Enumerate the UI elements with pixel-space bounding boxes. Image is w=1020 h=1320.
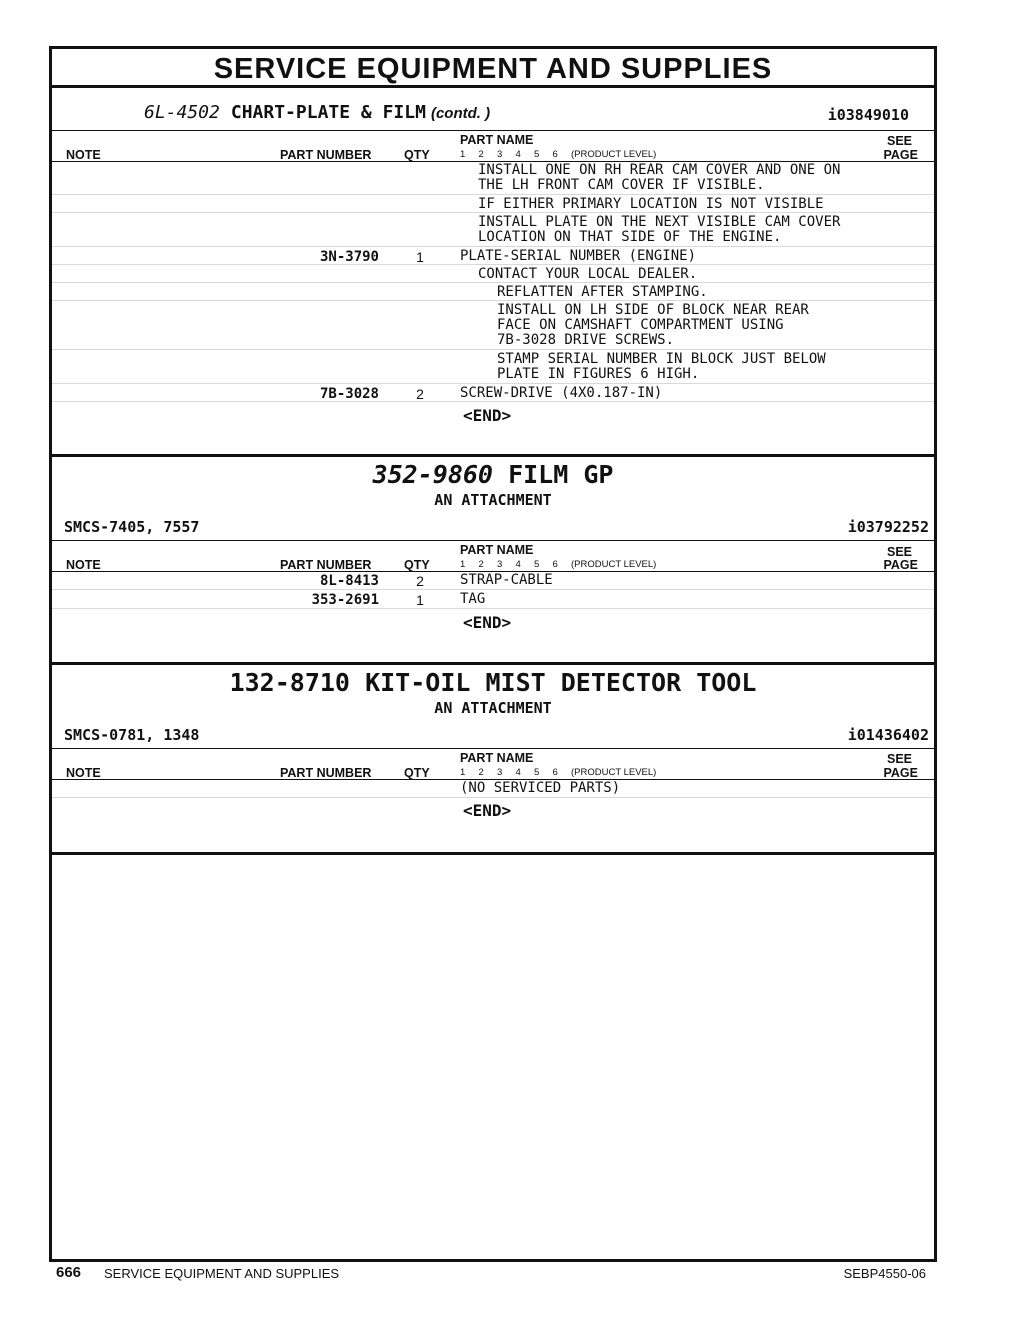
- section1-name: CHART-PLATE & FILM: [230, 102, 426, 123]
- section-divider: [52, 662, 934, 665]
- table-row: INSTALL ONE ON RH REAR CAM COVER AND ONE ON THE LH FRONT CAM COVER IF VISIBLE.: [52, 161, 934, 195]
- table-row: 8L-8413 2 STRAP-CABLE: [52, 571, 934, 590]
- header-levels: 1 2 3 4 5 6 (PRODUCT LEVEL): [460, 767, 657, 778]
- header-page: PAGE: [883, 148, 918, 162]
- table-row: 353-2691 1 TAG: [52, 590, 934, 609]
- header-levels: 1 2 3 4 5 6 (PRODUCT LEVEL): [460, 149, 657, 160]
- section1-id: i03849010: [827, 106, 909, 124]
- header-part-number: PART NUMBER: [280, 148, 372, 162]
- footer-page-number: 666: [56, 1264, 82, 1281]
- section2-part-number: 352-9860: [372, 460, 493, 489]
- section2-column-header: NOTE PART NUMBER QTY PART NAME 1 2 3 4 5 6 (PRODUCT LEVEL) SEE PAGE: [52, 540, 934, 572]
- table-row: REFLATTEN AFTER STAMPING.: [52, 283, 934, 301]
- section2-id: i03792252: [847, 518, 929, 536]
- header-part-name: PART NAME: [460, 133, 534, 147]
- table-row: (NO SERVICED PARTS): [52, 779, 934, 798]
- section3-end-marker: <END>: [463, 801, 512, 820]
- table-row: 7B-3028 2 SCREW-DRIVE (4X0.187-IN): [52, 384, 934, 402]
- section-divider: [52, 454, 934, 457]
- section1-column-header: [52, 130, 934, 162]
- table-row: 3N-3790 1 PLATE-SERIAL NUMBER (ENGINE): [52, 247, 934, 265]
- section3-id: i01436402: [847, 726, 929, 744]
- footer-doc-id: SEBP4550-06: [843, 1266, 926, 1281]
- table-row: CONTACT YOUR LOCAL DEALER.: [52, 265, 934, 283]
- table-row: STAMP SERIAL NUMBER IN BLOCK JUST BELOW PLATE IN FIGURES 6 HIGH.: [52, 350, 934, 384]
- section3-part-number: 132-8710: [229, 668, 350, 697]
- table-row: IF EITHER PRIMARY LOCATION IS NOT VISIBLE: [52, 195, 934, 213]
- header-see: SEE: [886, 134, 912, 148]
- section2-title: [52, 460, 934, 489]
- section3-smcs: SMCS-0781, 1348: [64, 726, 200, 744]
- section2-name: FILM GP: [508, 460, 614, 489]
- section3-attachment: AN ATTACHMENT: [434, 699, 552, 717]
- section2-smcs: SMCS-7405, 7557: [64, 518, 200, 536]
- footer-section: SERVICE EQUIPMENT AND SUPPLIES: [104, 1266, 340, 1281]
- section-divider: [52, 852, 934, 855]
- page-title: SERVICE EQUIPMENT AND SUPPLIES: [52, 49, 934, 88]
- section3-column-header: NOTE PART NUMBER QTY PART NAME 1 2 3 4 5 6 (PRODUCT LEVEL) SEE PAGE: [52, 748, 934, 780]
- header-note: NOTE: [66, 148, 101, 162]
- header-qty: QTY: [404, 148, 430, 162]
- page-frame: [49, 46, 937, 1262]
- table-row: INSTALL ON LH SIDE OF BLOCK NEAR REAR FACE ON CAMSHAFT COMPARTMENT USING 7B-3028 DRIVE SCREWS.: [52, 301, 934, 350]
- section3-name: KIT-OIL MIST DETECTOR TOOL: [365, 668, 757, 697]
- section2-end-marker: <END>: [463, 613, 512, 632]
- section1-end-marker: <END>: [463, 406, 512, 425]
- section1-part-number: 6L-4502: [144, 102, 220, 123]
- section1-contd: (contd. ): [430, 105, 491, 122]
- section2-attachment: AN ATTACHMENT: [434, 491, 552, 509]
- section3-title: [52, 668, 934, 697]
- table-row: INSTALL PLATE ON THE NEXT VISIBLE CAM COVER LOCATION ON THAT SIDE OF THE ENGINE.: [52, 213, 934, 247]
- header-levels: 1 2 3 4 5 6 (PRODUCT LEVEL): [460, 559, 657, 570]
